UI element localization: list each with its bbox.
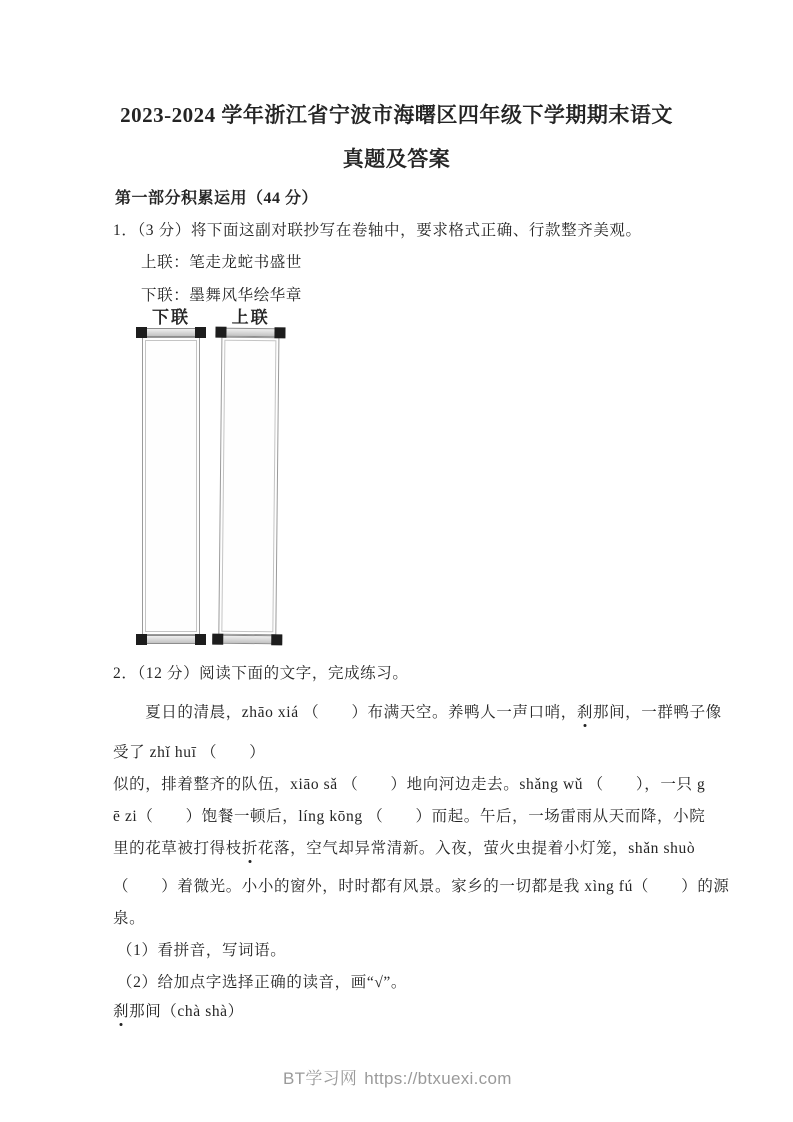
couplet-scroll-left-label: 下联	[152, 308, 190, 327]
passage-line-4: ē zi（ ）饱餐一顿后，líng kōng （ ）而起。午后，一场雷雨从天而降，小院	[113, 808, 706, 825]
couplet-scroll-left	[136, 303, 206, 644]
scroll-bottom-rod	[136, 635, 206, 644]
passage-line-6: （ ）着微光。小小的窗外，时时都有风景。家乡的一切都是我 xìng fú（ ）的源	[113, 878, 730, 895]
footer-watermark	[283, 1064, 512, 1089]
passage-line-2: 受了 zhǐ huī （ ）	[113, 744, 266, 761]
scroll-paper-inner-border	[145, 340, 197, 632]
passage-line-1-pre: 夏日的清晨，zhāo xiá （ ）布满天空。养鸭人一声口哨，	[113, 704, 577, 721]
footer-site-name: BT学习网	[283, 1069, 358, 1088]
scroll-blank-paper	[218, 337, 279, 636]
passage-line-5	[113, 836, 695, 858]
scroll-top-rod	[136, 328, 206, 337]
question-1-lower-couplet: 下联：墨舞风华绘华章	[141, 287, 303, 304]
passage-line-1-post: 那间，一群鸭子像	[592, 704, 722, 721]
question-2-stem: 2．（12 分）阅读下面的文字，完成练习。	[113, 665, 409, 682]
couplet-scroll-right-label: 上联	[231, 307, 270, 328]
passage-line-5-pre: 里的花草被打得枝	[113, 840, 242, 857]
dotted-character: 折	[242, 836, 258, 858]
scroll-bottom-rod	[212, 635, 282, 645]
question-2-sub-1: （1）看拼音，写词语。	[117, 942, 287, 959]
dotted-character: 刹	[113, 999, 129, 1021]
passage-line-7: 泉。	[113, 910, 146, 927]
scroll-blank-paper	[142, 337, 200, 635]
question-1-stem: 1．（3 分）将下面这副对联抄写在卷轴中，要求格式正确、行款整齐美观。	[113, 222, 642, 239]
footer-site-url: https://btxuexi.com	[364, 1069, 512, 1088]
question-1-upper-couplet: 上联：笔走龙蛇书盛世	[141, 254, 303, 271]
dotted-character: 刹	[577, 700, 593, 722]
question-2-sub-2-item-text: 那间（chà shà）	[129, 1003, 244, 1020]
section-heading: 第一部分积累运用（44 分）	[115, 190, 319, 207]
scroll-paper-inner-border	[221, 340, 276, 633]
passage-line-3: 似的，排着整齐的队伍，xiāo sǎ （ ）地向河边走去。shǎng wǔ （ ），一只 g	[113, 776, 706, 793]
passage-line-1	[113, 700, 722, 722]
page-title-line-2: 真题及答案	[342, 147, 451, 171]
question-2-sub-2-item	[113, 999, 244, 1021]
page-title-line-1: 2023-2024 学年浙江省宁波市海曙区四年级下学期期末语文	[120, 103, 673, 127]
passage-line-5-post: 花落，空气却异常清新。入夜，萤火虫提着小灯笼，shǎn shuò	[257, 840, 696, 857]
scroll-top-rod	[215, 328, 285, 338]
couplet-scroll-right	[212, 303, 286, 645]
question-2-sub-2: （2）给加点字选择正确的读音，画“√”。	[117, 974, 408, 991]
